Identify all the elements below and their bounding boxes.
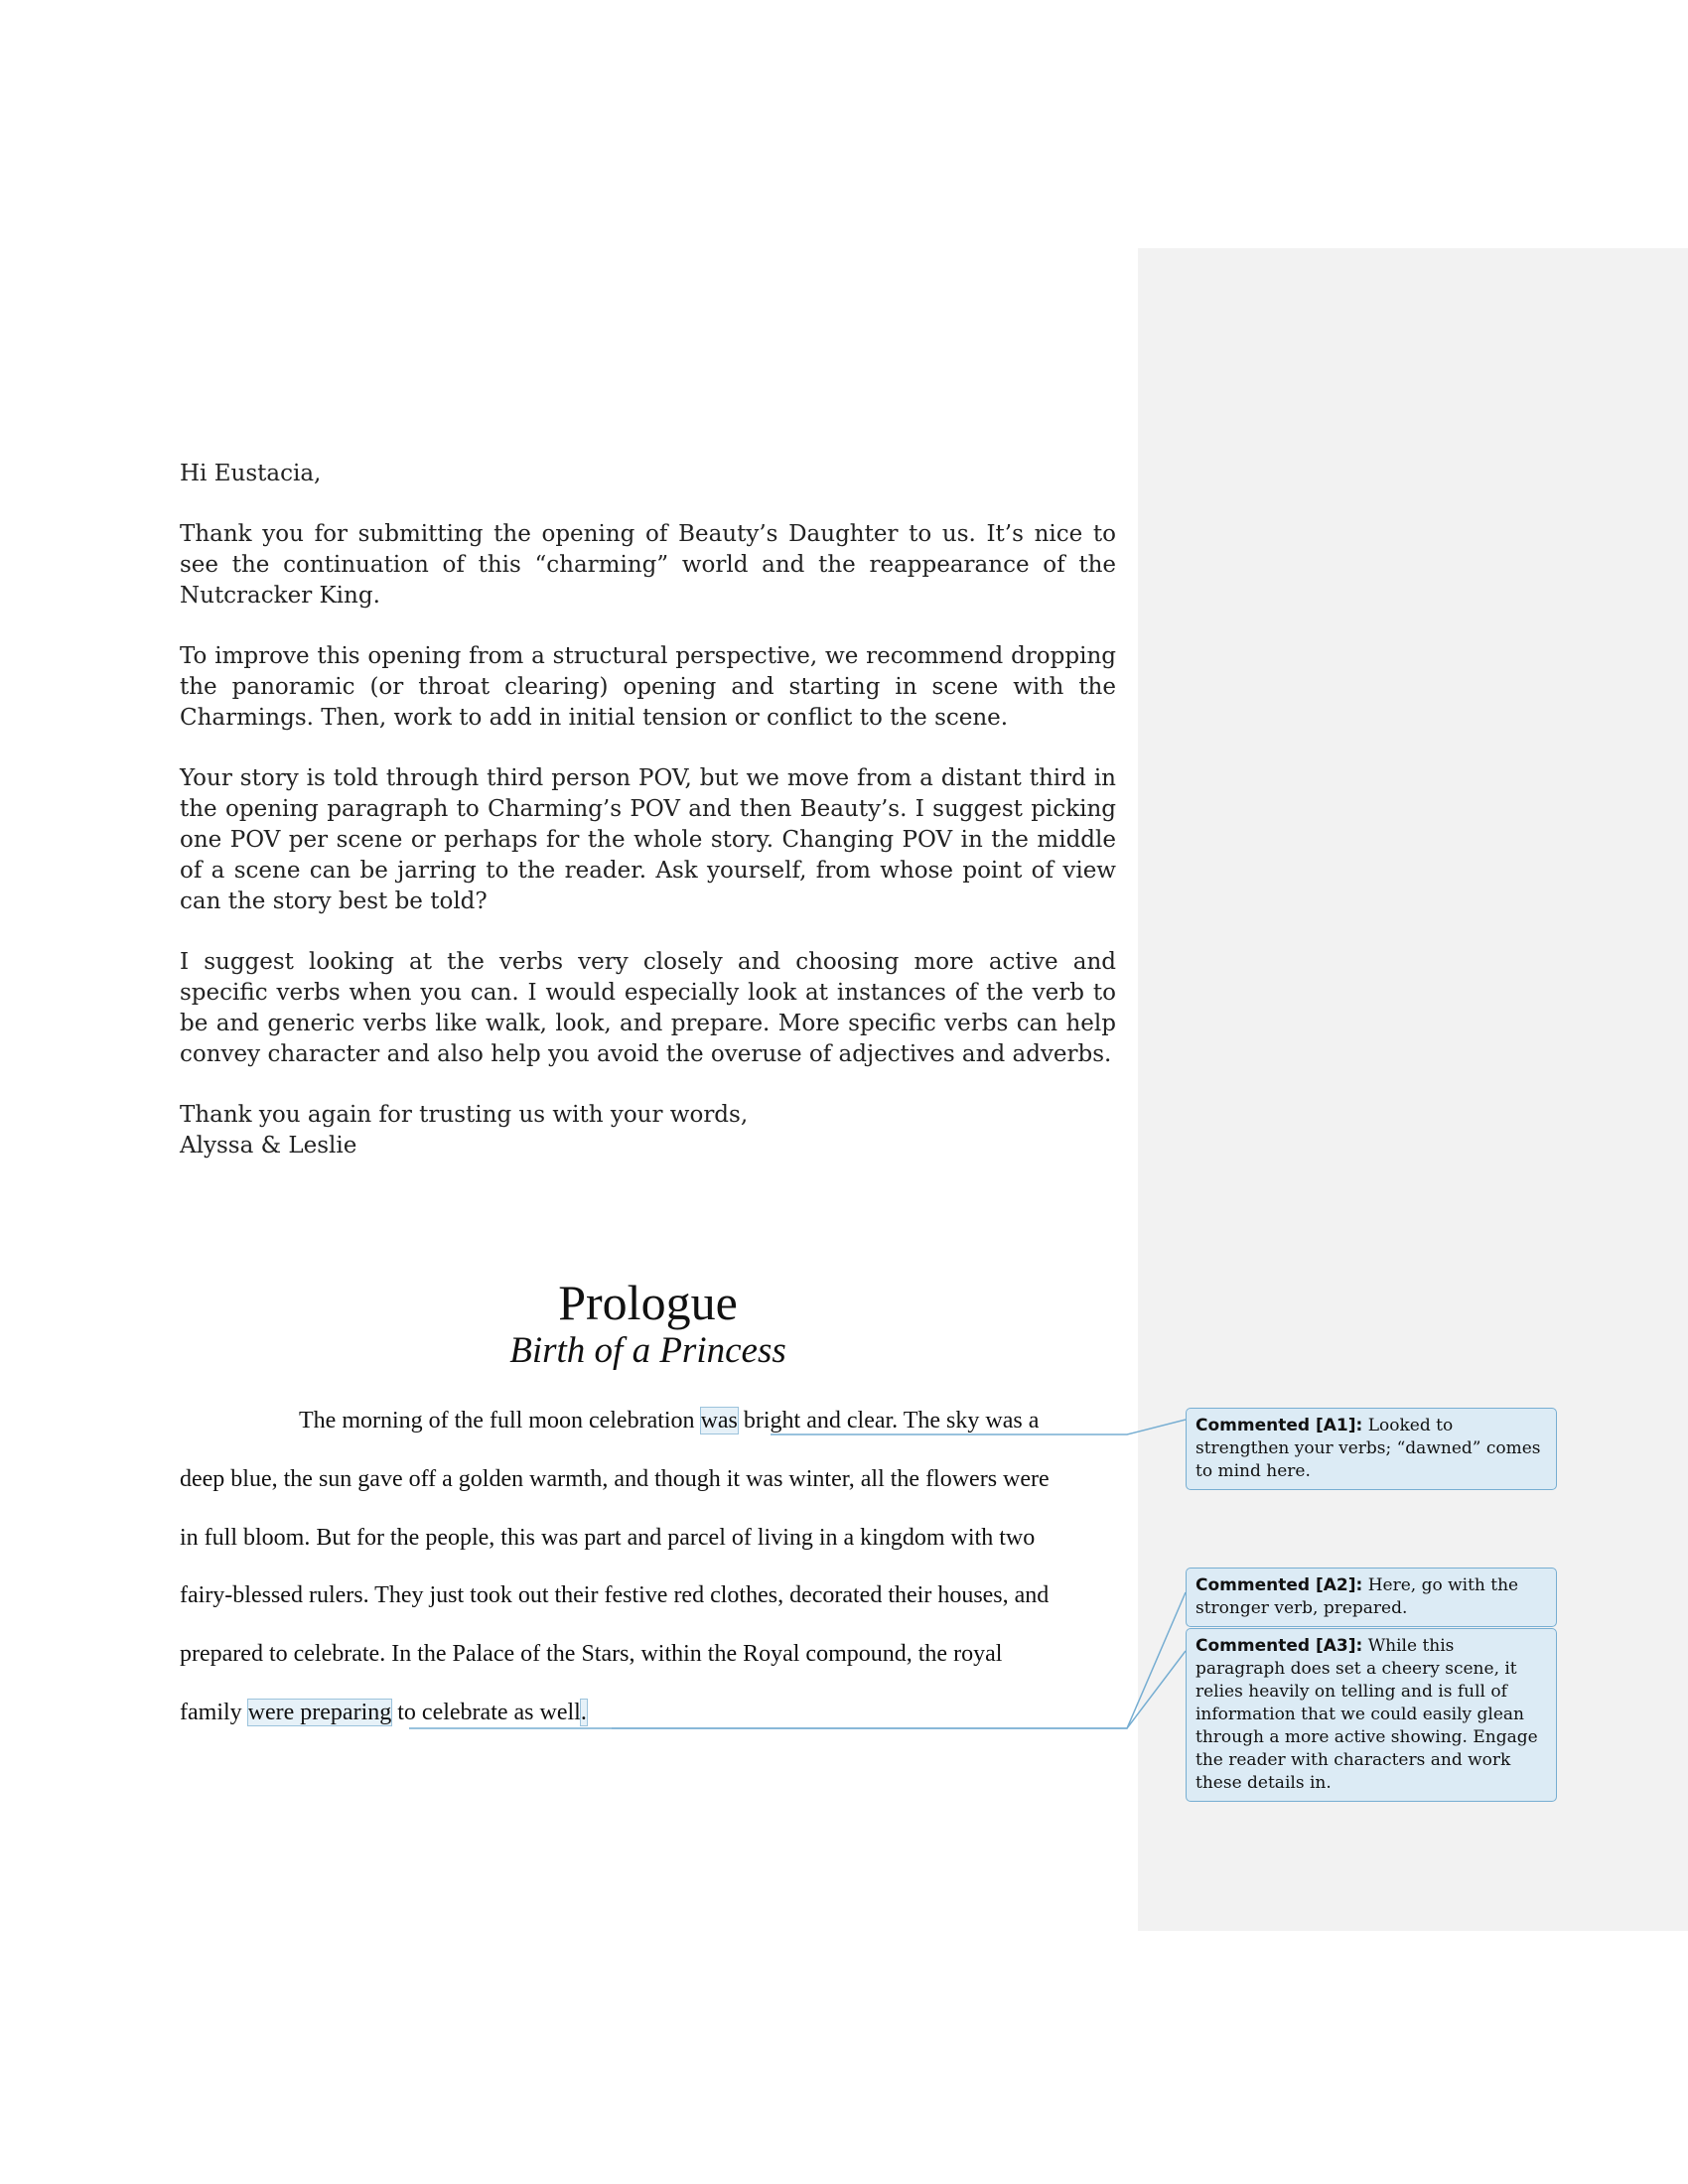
comment-leader-a3 [612,1651,1186,1728]
story-text: bright and clear. The sky was a [737,1408,1040,1433]
story-line-3: in full bloom. But for the people, this was part and parcel of living in a kingdom with two [180,1525,1036,1551]
story-line-5: prepared to celebrate. In the Palace of the Stars, within the Royal compound, the royal [180,1641,1003,1667]
story-line-2: deep blue, the sun gave off a golden warmth, and though it was winter, all the flowers were [180,1466,1050,1492]
comment-leader-a1 [771,1420,1186,1434]
comment-label: Commented [A3]: [1196,1636,1363,1656]
comment-text: Here, go with the stronger verb, prepared. [1196,1575,1519,1618]
story-text: The morning of the full moon celebration [299,1408,701,1433]
comment-text: While this paragraph does set a cheery scene, it relies heavily on telling and is full of information that we could easily glean through a more active showing. Engage the reader with characters and work these details in. [1196,1636,1538,1793]
letter-paragraph: To improve this opening from a structural perspective, we recommend dropping the panoramic (or throat clearing) opening and starting in scene with the Charmings. Then, work to add in initial tension or conflict to the scene. [180,643,1116,731]
prologue-title: Prologue [558,1275,738,1330]
comment-label: Commented [A2]: [1196,1575,1363,1595]
story-text: to celebrate as well [391,1700,581,1725]
comment-leader-a2 [409,1592,1186,1728]
letter-greeting: Hi Eustacia, [180,461,322,486]
comment-label: Commented [A1]: [1196,1416,1363,1435]
comment-anchor-a3[interactable]: . [580,1700,587,1725]
comment-a2[interactable] [1186,1568,1557,1627]
letter-paragraph: Your story is told through third person POV, but we move from a distant third in the opening paragraph to Charming’s POV and then Beauty’s. I suggest picking one POV per scene or perhaps for the whole story. Changing POV in the middle of a scene can be jarring to the reader. Ask yourself, from whose point of view can the story best be told? [180,765,1116,914]
letter-signature: Alyssa & Leslie [180,1133,357,1159]
comment-anchor-a2[interactable]: were preparing [247,1700,392,1725]
comment-a3[interactable] [1186,1628,1557,1802]
comment-anchor-a1[interactable]: was [700,1408,738,1433]
comment-a1[interactable] [1186,1408,1557,1490]
comment-text: Looked to strengthen your verbs; “dawned” comes to mind here. [1196,1416,1541,1481]
letter-paragraph: I suggest looking at the verbs very closely and choosing more active and specific verbs when you can. I would especially look at instances of the verb to be and generic verbs like walk, look, and prepare. More specific verbs can help convey character and also help you avoid the overuse of adjectives and adverbs. [180,949,1116,1067]
letter-paragraph: Thank you for submitting the opening of Beauty’s Daughter to us. It’s nice to see the continuation of this “charming” world and the reappearance of the Nutcracker King. [180,521,1116,609]
prologue-subtitle: Birth of a Princess [509,1330,786,1371]
story-text: family [180,1700,248,1725]
letter-closing: Thank you again for trusting us with your words, [180,1102,749,1128]
story-line-4: fairy-blessed rulers. They just took out their festive red clothes, decorated their houses, and [180,1582,1050,1608]
